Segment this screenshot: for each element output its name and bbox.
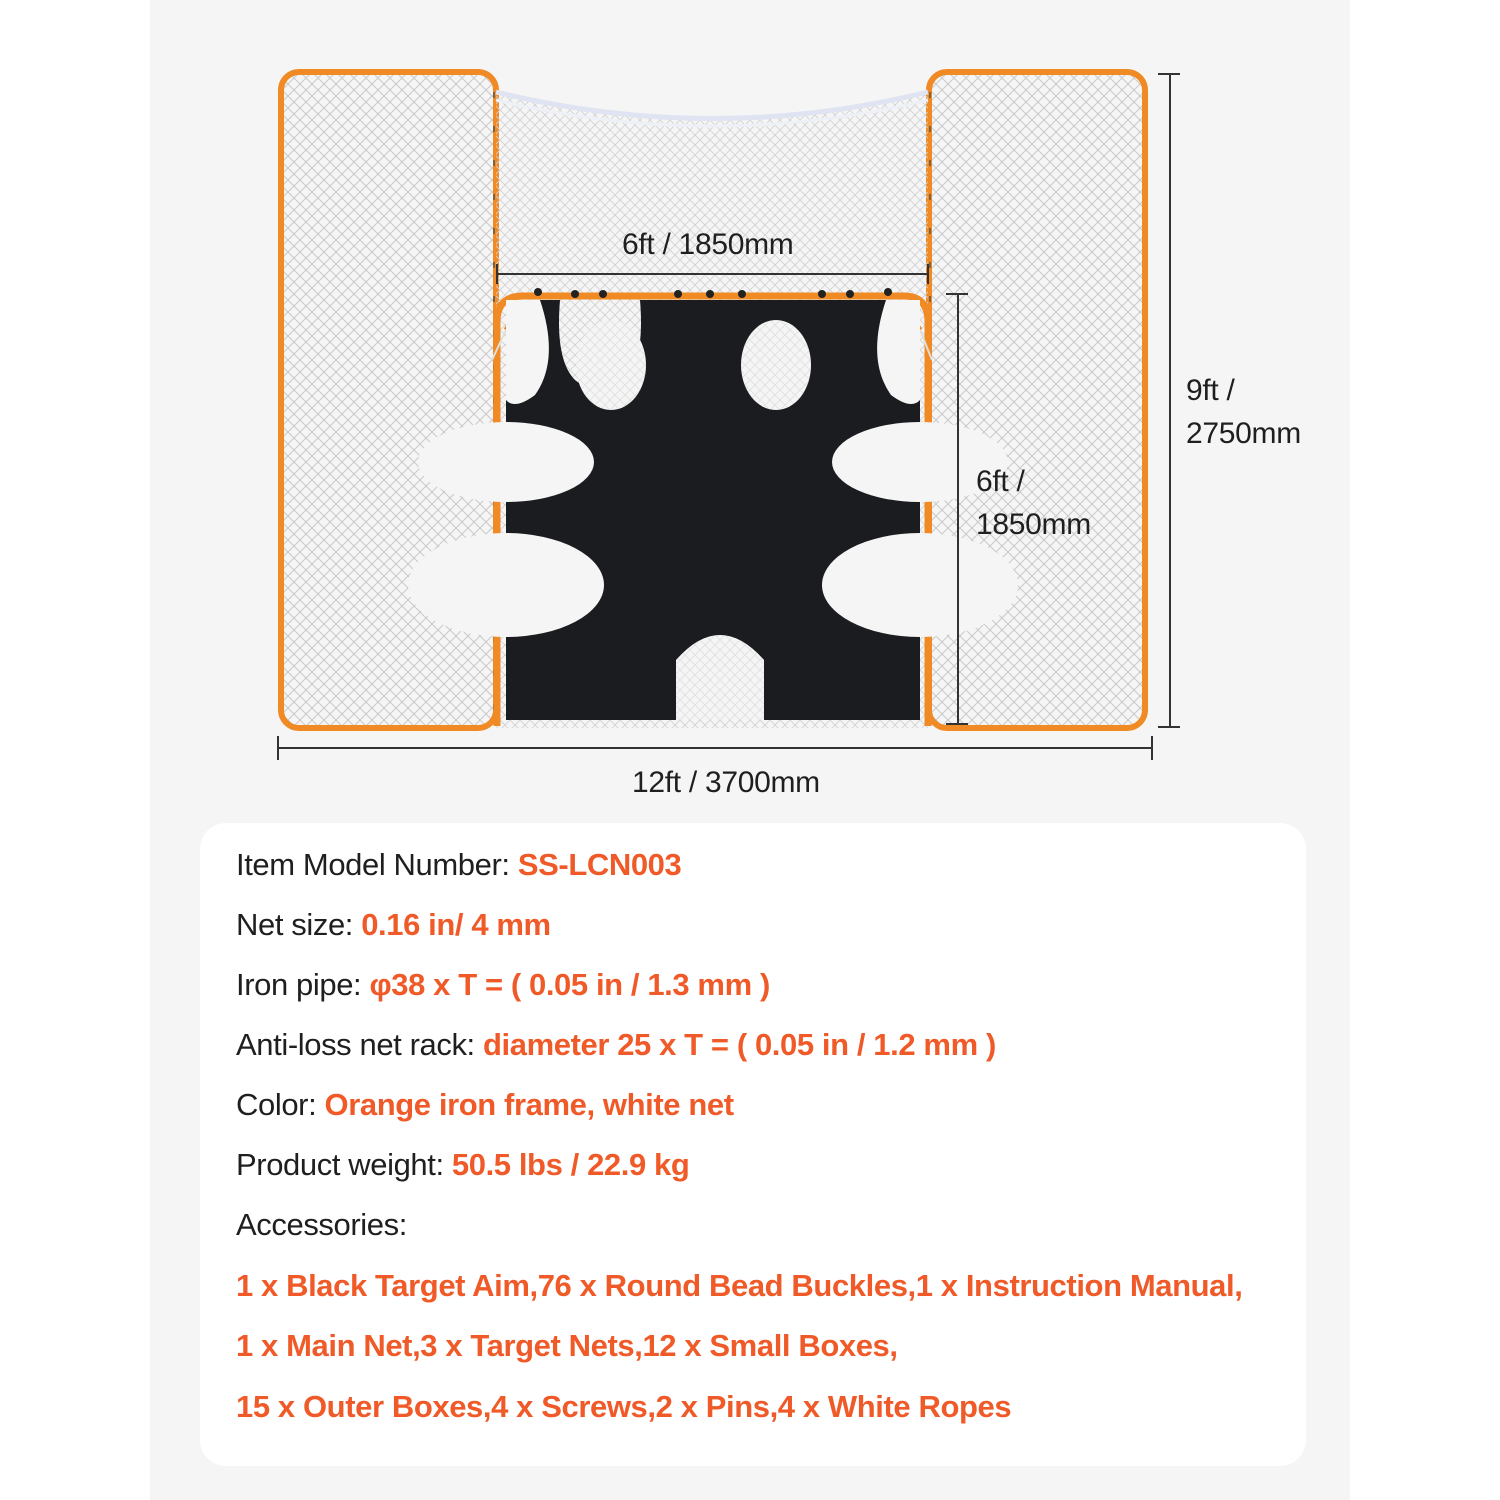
spec-weight bbox=[236, 1145, 689, 1185]
dim-inner-height-line2: 1850mm bbox=[976, 508, 1091, 541]
spec-label: Iron pipe: bbox=[236, 967, 370, 1002]
dim-inner-width: 6ft / 1850mm bbox=[622, 228, 794, 261]
spec-label: Item Model Number: bbox=[236, 847, 518, 882]
spec-label: Color: bbox=[236, 1087, 325, 1122]
spec-net-size bbox=[236, 905, 551, 945]
spec-value: Orange iron frame, white net bbox=[324, 1087, 734, 1122]
spec-model-number bbox=[236, 845, 681, 885]
spec-value: diameter 25 x T = ( 0.05 in / 1.2 mm ) bbox=[482, 1027, 996, 1062]
spec-value: 0.16 in/ 4 mm bbox=[361, 907, 551, 942]
spec-value: 50.5 lbs / 22.9 kg bbox=[451, 1147, 690, 1182]
spec-iron-pipe bbox=[236, 965, 770, 1005]
accessories-label: Accessories: bbox=[236, 1207, 407, 1242]
spec-label: Anti-loss net rack: bbox=[236, 1027, 483, 1062]
dim-inner-height-line1: 6ft / bbox=[976, 465, 1025, 498]
spec-label: Net size: bbox=[236, 907, 362, 942]
spec-label: Product weight: bbox=[236, 1147, 452, 1182]
dim-total-height-line1: 9ft / bbox=[1186, 374, 1235, 407]
accessories-line: 1 x Black Target Aim,76 x Round Bead Buckles,1 x Instruction Manual, bbox=[236, 1268, 1243, 1303]
dim-total-height-line2: 2750mm bbox=[1186, 417, 1301, 450]
accessories-line: 15 x Outer Boxes,4 x Screws,2 x Pins,4 x White Ropes bbox=[236, 1389, 1012, 1424]
spec-value: SS-LCN003 bbox=[517, 847, 682, 882]
dim-total-width: 12ft / 3700mm bbox=[632, 766, 820, 799]
spec-value: φ38 x T = ( 0.05 in / 1.3 mm ) bbox=[369, 967, 770, 1002]
spec-color bbox=[236, 1085, 734, 1125]
accessories-line: 1 x Main Net,3 x Target Nets,12 x Small Boxes, bbox=[236, 1328, 898, 1363]
spec-net-rack bbox=[236, 1025, 996, 1065]
